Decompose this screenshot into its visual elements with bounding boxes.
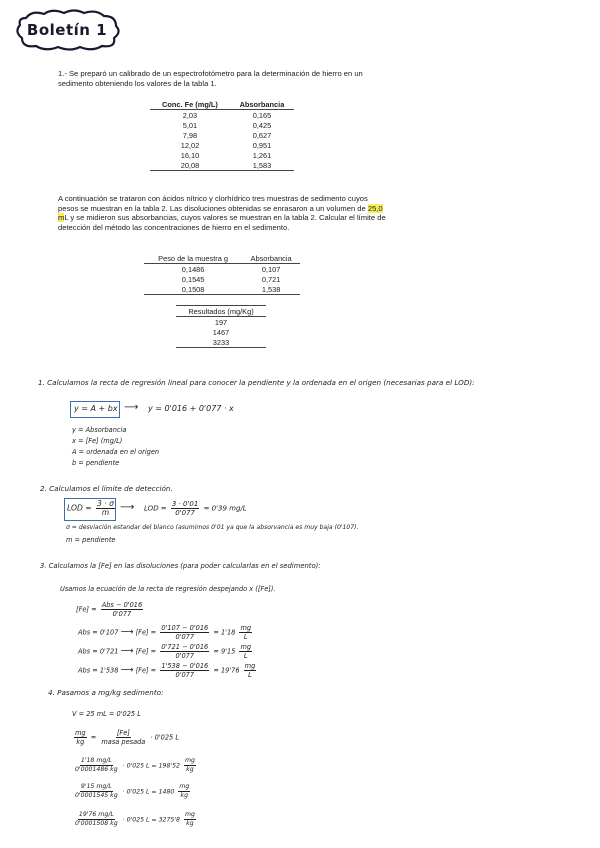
table-row <box>150 110 294 121</box>
fraction-denominator: m <box>101 508 110 517</box>
result-value: = 198'52 <box>151 762 180 770</box>
fraction-denominator: 0'0001508 kg <box>75 820 118 827</box>
unit-denominator: kg <box>186 766 194 773</box>
step3-subtitle: Usamos la ecuación de la recta de regresión despejando x ([Fe]). <box>60 585 276 593</box>
fe-result: = 19'76 <box>213 666 240 675</box>
abs-fraction <box>160 624 209 641</box>
abs-line-1 <box>78 624 254 641</box>
result-fraction <box>74 783 119 800</box>
unit-numerator: mg <box>244 662 256 670</box>
fraction-denominator: 0'077 <box>175 671 195 679</box>
fraction-numerator: [Fe] <box>116 729 130 737</box>
table-row <box>144 264 300 275</box>
conversion-fraction <box>100 729 146 746</box>
table-row <box>176 327 266 337</box>
lod-label: LOD = <box>67 503 92 513</box>
table-row <box>150 130 294 140</box>
table-row <box>150 120 294 130</box>
fraction-numerator: Abs − 0'016 <box>101 601 143 609</box>
fraction-denominator: masa pesada <box>101 738 146 746</box>
volume-factor: · 0'025 L <box>122 816 150 824</box>
fraction-numerator: 9'15 mg/L <box>80 783 112 790</box>
problem-intro: 1.- Se preparó un calibrado de un espectrofotómetro para la determinación de hierro en un sedimento obteniendo los valores de la tabla 1. <box>58 69 363 88</box>
table-cell: 0,1486 <box>181 264 205 274</box>
result-fraction <box>74 811 119 828</box>
volume-factor: · 0'025 L <box>122 762 150 770</box>
arrow-icon: ⟶ <box>120 646 134 657</box>
table-cell: 5,01 <box>182 120 198 130</box>
table-row <box>150 150 294 160</box>
header-title: Boletín 1 <box>26 21 108 39</box>
table1-header-conc: Conc. Fe (mg/L) <box>150 99 230 110</box>
lod-calc-fraction <box>171 500 199 517</box>
table-1 <box>150 99 294 171</box>
unit-denominator: L <box>248 671 252 679</box>
table-cell: 0,951 <box>252 140 272 150</box>
abs-value: Abs = 0'721 <box>78 647 119 656</box>
unit-denominator: L <box>243 652 248 660</box>
unit-fraction <box>184 757 196 774</box>
fe-result: = 1'18 <box>213 628 236 637</box>
table-cell: 1,538 <box>242 284 300 295</box>
conversion-formula <box>72 729 179 746</box>
table-row <box>176 317 266 328</box>
abs-line-2 <box>78 643 254 660</box>
table-cell: 197 <box>214 317 228 327</box>
lod-formula <box>67 500 117 517</box>
table2-header-weight: Peso de la muestra g <box>144 253 242 264</box>
fraction-denominator: 0'0001486 kg <box>75 766 118 773</box>
highlighted-volume: 25,0 m <box>58 203 383 223</box>
fraction-denominator: 0'077 <box>175 509 195 517</box>
fe-fraction <box>101 601 143 618</box>
fe-label: [Fe] = <box>135 647 157 656</box>
def-a: A = ordenada en el origen <box>72 448 160 456</box>
fraction-numerator: 0'107 − 0'016 <box>161 624 209 632</box>
lod-result: = 0'39 mg/L <box>203 504 247 513</box>
table-cell: 0,425 <box>252 120 272 130</box>
step3-title: 3. Calculamos la [Fe] en las disoluciones (para poder calcularlas en el sedimento): <box>40 562 321 570</box>
fraction-denominator: 0'077 <box>112 610 132 618</box>
fraction-denominator: 0'0001545 kg <box>75 792 118 799</box>
lod-calculation <box>144 500 247 517</box>
unit-fraction <box>244 662 257 679</box>
unit-fraction <box>178 783 190 800</box>
paragraph-text: A continuación se trataron con ácidos nítrico y clorhídrico tres muestras de sedimento cuyos pesos se muestran en la tabla 2. Las disoluciones obtenidas se enrasaron a un volumen de <box>58 194 368 213</box>
result-fraction <box>74 757 119 774</box>
unit-numerator: mg <box>179 783 190 790</box>
fe-label: [Fe] = <box>76 605 97 614</box>
table1-header-abs: Absorbancia <box>230 99 294 110</box>
fraction-numerator: 0'721 − 0'016 <box>161 643 209 651</box>
arrow-icon: ⟶ <box>120 665 134 676</box>
abs-value: Abs = 1'538 <box>78 666 119 675</box>
fe-result: = 9'15 <box>213 647 236 656</box>
regression-result: y = 0'016 + 0'077 · x <box>148 404 234 413</box>
equals-sign: = <box>90 733 97 742</box>
table-cell: 1,261 <box>252 150 272 160</box>
table-cell: 0,107 <box>261 264 281 274</box>
unit-denominator: kg <box>180 792 189 799</box>
paragraph-text: L y se midieron sus absorbancias, cuyos valores se muestran en la tabla 2. Calcular el límite de detección del método las concentraciones de hierro en el sedimento. <box>58 213 386 232</box>
fraction-denominator: 0'077 <box>175 652 195 660</box>
table-row <box>150 160 294 171</box>
table-cell: 7,98 <box>182 130 198 140</box>
header-logo <box>12 8 122 52</box>
result-line-2 <box>72 783 192 800</box>
step4-title: 4. Pasamos a mg/kg sedimento: <box>48 688 164 697</box>
result-value: = 1480 <box>151 788 175 796</box>
fe-formula <box>76 601 145 618</box>
abs-fraction <box>160 643 209 660</box>
table-cell: 0,165 <box>252 110 272 120</box>
table-row <box>150 140 294 150</box>
lod-fraction <box>96 500 115 517</box>
table3-header: Resultados (mg/Kg) <box>176 306 266 317</box>
table2-header-abs: Absorbancia <box>242 253 300 264</box>
abs-fraction <box>160 662 209 679</box>
table-row <box>144 284 300 295</box>
table-cell: 3233 <box>176 337 266 348</box>
def-b: b = pendiente <box>72 459 120 467</box>
fe-label: [Fe] = <box>135 628 157 637</box>
regression-equation: y = A + bx <box>74 404 118 413</box>
unit-denominator: kg <box>186 820 194 827</box>
table-cell: 0,1508 <box>144 284 242 295</box>
table-row <box>176 337 266 348</box>
table-cell: 0,1545 <box>181 274 205 284</box>
table-row <box>144 274 300 284</box>
table-cell: 20,08 <box>150 160 230 171</box>
arrow-icon: ⟶ <box>120 502 135 513</box>
abs-value: Abs = 0'107 <box>78 628 119 637</box>
table-cell: 1467 <box>212 327 230 337</box>
unit-numerator: mg <box>184 757 195 764</box>
unit-fraction <box>239 624 252 641</box>
unit-numerator: mg <box>240 643 252 651</box>
step1-title: 1. Calculamos la recta de regresión lineal para conocer la pendiente y la ordenada en el origen (necesarias para el LOD): <box>38 378 475 387</box>
abs-line-3 <box>78 662 258 679</box>
table-cell: 0,627 <box>252 130 272 140</box>
result-value: = 3275'8 <box>151 816 180 824</box>
def-x: x = [Fe] (mg/L) <box>72 437 123 445</box>
fraction-numerator: 3 · σ <box>97 499 114 508</box>
table-3 <box>176 305 266 348</box>
fraction-numerator: 1'538 − 0'016 <box>161 662 209 670</box>
fraction-denominator: 0'077 <box>175 633 195 641</box>
volume-conversion: V = 25 mL = 0'025 L <box>72 710 141 718</box>
m-definition: m = pendiente <box>66 536 116 544</box>
unit-numerator: mg <box>240 624 252 632</box>
table-2 <box>144 253 300 295</box>
lod-label: LOD = <box>144 504 167 513</box>
table-cell: 0,721 <box>261 274 281 284</box>
table-cell: 16,10 <box>180 150 200 160</box>
fraction-numerator: 19'76 mg/L <box>78 811 114 818</box>
table-cell: 2,03 <box>182 110 198 120</box>
volume-factor: · 0'025 L <box>122 788 150 796</box>
fe-label: [Fe] = <box>135 666 157 675</box>
problem-paragraph-2 <box>58 194 390 232</box>
sigma-definition: σ = desviación estandar del blanco (asumimos 0'01 ya que la absorvancia es muy baja (0'107). <box>66 524 359 531</box>
arrow-icon: ⟶ <box>124 402 139 413</box>
table-cell: 1,583 <box>230 160 294 171</box>
unit-fraction <box>239 643 252 660</box>
def-y: y = Absorbancia <box>72 426 127 434</box>
fraction-numerator: mg <box>75 729 86 737</box>
arrow-icon: ⟶ <box>120 627 134 638</box>
fraction-numerator: 1'18 mg/L <box>80 757 112 764</box>
table-cell: 12,02 <box>180 140 200 150</box>
mgkg-fraction <box>74 729 87 746</box>
result-line-1 <box>72 757 198 774</box>
result-line-3 <box>72 811 198 828</box>
unit-numerator: mg <box>184 811 195 818</box>
fraction-denominator: kg <box>76 738 85 746</box>
unit-fraction <box>184 811 196 828</box>
step2-title: 2. Calculamos el límite de detección. <box>40 484 173 493</box>
unit-denominator: L <box>243 633 248 641</box>
volume-factor: · 0'025 L <box>150 733 180 742</box>
fraction-numerator: 3 · 0'01 <box>171 500 199 508</box>
